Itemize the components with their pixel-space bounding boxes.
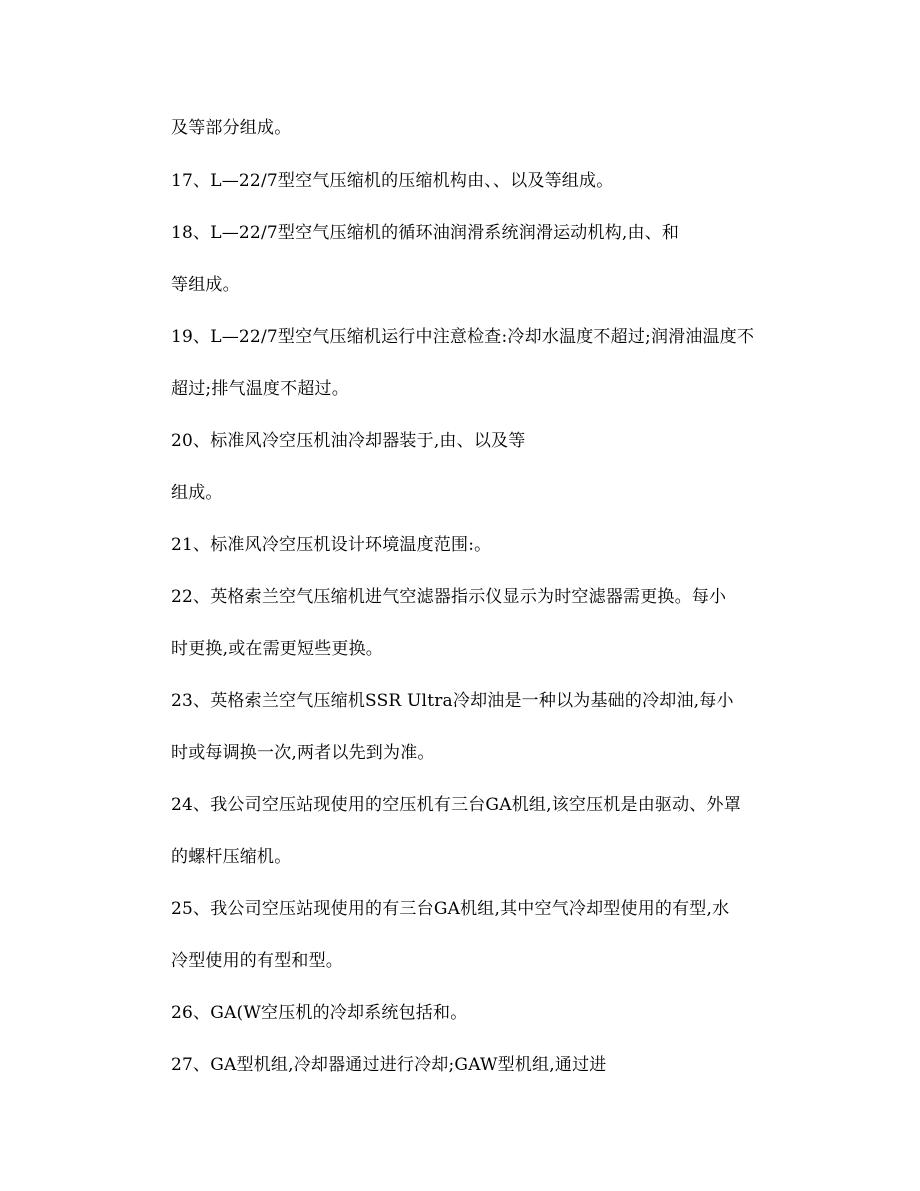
question-22-line-1: 22、英格索兰空气压缩机进气空滤器指示仪显示为时空滤器需更换。每小	[171, 587, 727, 607]
question-21-line-1: 21、标准风冷空压机设计环境温度范围:。	[171, 535, 492, 555]
question-18-line-1: 18、L—22/7型空气压缩机的循环油润滑系统润滑运动机构,由、和	[171, 223, 680, 243]
question-27-line-1: 27、GA型机组,冷却器通过进行冷却;GAW型机组,通过进	[171, 1055, 607, 1075]
question-24-line-1: 24、我公司空压站现使用的空压机有三台GA机组,该空压机是由驱动、外罩	[171, 795, 741, 815]
question-26-line-1: 26、GA(W空压机的冷却系统包括和。	[171, 1003, 468, 1023]
question-25-line-2: 冷型使用的有型和型。	[171, 951, 343, 971]
question-24-line-2: 的螺杆压缩机。	[171, 847, 292, 867]
question-22-line-2: 时更换,或在需更短些更换。	[171, 639, 384, 659]
question-23-line-2: 时或每调换一次,两者以先到为准。	[171, 743, 435, 763]
text-line: 及等部分组成。	[171, 118, 292, 138]
question-20-line-2: 组成。	[171, 483, 223, 503]
question-17-line-1: 17、L—22/7型空气压缩机的压缩机构由、、以及等组成。	[171, 171, 614, 191]
question-23-line-1: 23、英格索兰空气压缩机SSR Ultra冷却油是一种以为基础的冷却油,每小	[171, 691, 734, 711]
question-20-line-1: 20、标准风冷空压机油冷却器装于,由、以及等	[171, 431, 526, 451]
question-18-line-2: 等组成。	[171, 275, 240, 295]
question-25-line-1: 25、我公司空压站现使用的有三台GA机组,其中空气冷却型使用的有型,水	[171, 899, 730, 919]
question-19-line-2: 超过;排气温度不超过。	[171, 379, 349, 399]
question-19-line-1: 19、L—22/7型空气压缩机运行中注意检查:冷却水温度不超过;润滑油温度不	[171, 327, 755, 347]
